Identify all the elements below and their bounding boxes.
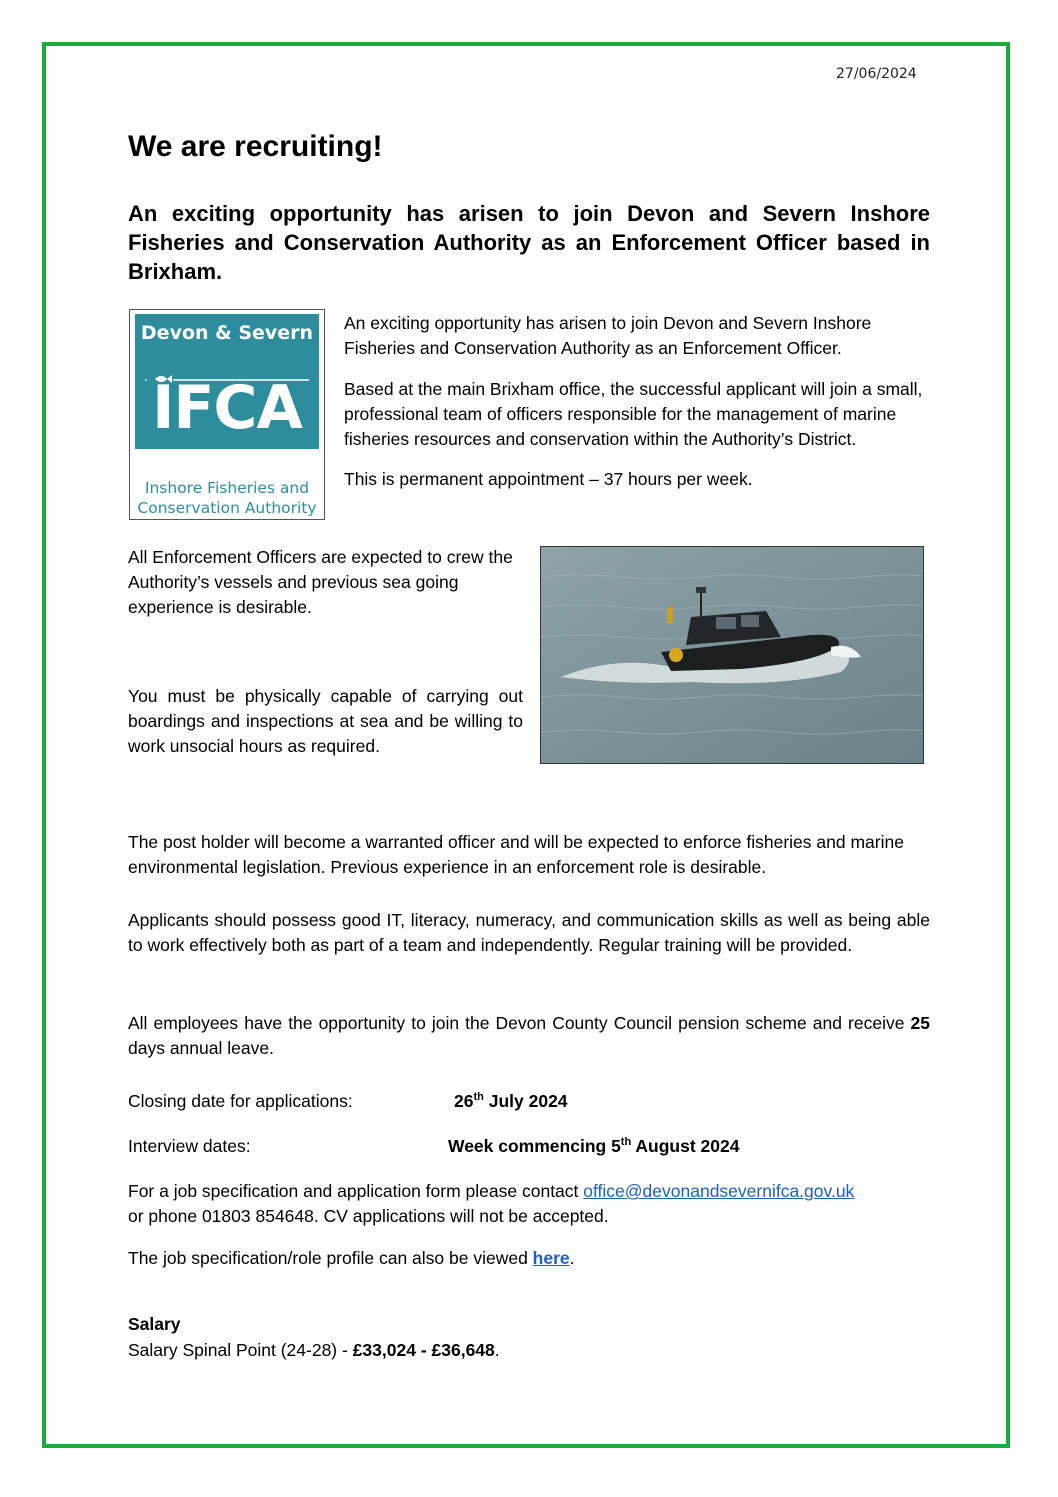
salary-line [128,1338,500,1363]
skills-paragraph: Applicants should possess good IT, literacy, numeracy, and communication skills as well as being able to work effectively both as part of a team and independently. Regular training will be provided. [128,910,930,955]
viewed-text-end: . [569,1248,575,1268]
logo-teal-panel [135,314,319,449]
interview-rest: August 2024 [631,1136,740,1156]
interview-sup: th [620,1136,632,1149]
intro-paragraph-2: Based at the main Brixham office, the successful applicant will join a small, professional team of officers responsible for the management of marine fisheries resources and conservation within the Authority’s District. [344,379,923,449]
pension-text: All employees have the opportunity to join the Devon County Council pension scheme and receive [128,1013,911,1033]
ifca-logo [129,309,325,520]
contact-paragraph [128,1179,930,1229]
salary-text-end: . [494,1340,500,1360]
leave-days: 25 [910,1013,930,1033]
closing-rest: July 2024 [483,1091,568,1111]
interview-dates-value [448,1134,739,1159]
viewed-paragraph [128,1246,575,1271]
pension-text-end: days annual leave. [128,1038,274,1058]
page-title: We are recruiting! [128,130,383,163]
warranted-paragraph: The post holder will become a warranted officer and will be expected to enforce fisheries and marine environmental legislation. Previous experience in an enforcement role is desirable. [128,832,904,877]
boat-image [541,547,924,764]
logo-bottom-line2: Conservation Authority [137,499,317,517]
closing-date-label: Closing date for applications: [128,1091,353,1111]
interview-before: Week commencing 5 [448,1136,621,1156]
crew-paragraph: All Enforcement Officers are expected to crew the Authority’s vessels and previous sea going experience is desirable. [128,547,513,617]
email-link[interactable]: office@devonandsevernifca.gov.uk [583,1181,855,1201]
document-date: 27/06/2024 [836,66,917,82]
interview-dates-label: Interview dates: [128,1136,251,1156]
contact-phone-text: or phone 01803 854648. CV applications will not be accepted. [128,1206,609,1226]
logo-bottom-line1: Inshore Fisheries and [144,479,310,497]
salary-range: £33,024 - £36,648 [352,1340,495,1360]
intro-paragraph-1: An exciting opportunity has arisen to join Devon and Severn Inshore Fisheries and Conservation Authority as an Enforcement Officer. [344,313,872,358]
physical-paragraph: You must be physically capable of carrying out boardings and inspections at sea and be willing to work unsocial hours as required. [128,686,523,756]
contact-text: For a job specification and application form please contact [128,1181,584,1201]
intro-paragraph-3: This is permanent appointment – 37 hours per week. [344,469,753,489]
salary-heading: Salary [128,1314,181,1334]
patrol-boat-photo [540,546,924,764]
closing-day: 26 [454,1091,474,1111]
salary-text: Salary Spinal Point (24-28) - [128,1340,353,1360]
role-profile-link[interactable]: here [532,1248,570,1268]
viewed-text: The job specification/role profile can also be viewed [128,1248,533,1268]
logo-bottom-panel [135,449,319,515]
logo-top-text: Devon & Severn [140,322,314,344]
closing-date-value [454,1089,568,1114]
page-subtitle: An exciting opportunity has arisen to join Devon and Severn Inshore Fisheries and Conservation Authority as an Enforcement Officer based in Brixham. [128,201,930,284]
logo-main-text: IFCA [152,373,302,443]
pension-paragraph [128,1011,930,1061]
intro-section [344,311,930,492]
closing-sup: th [473,1091,484,1104]
